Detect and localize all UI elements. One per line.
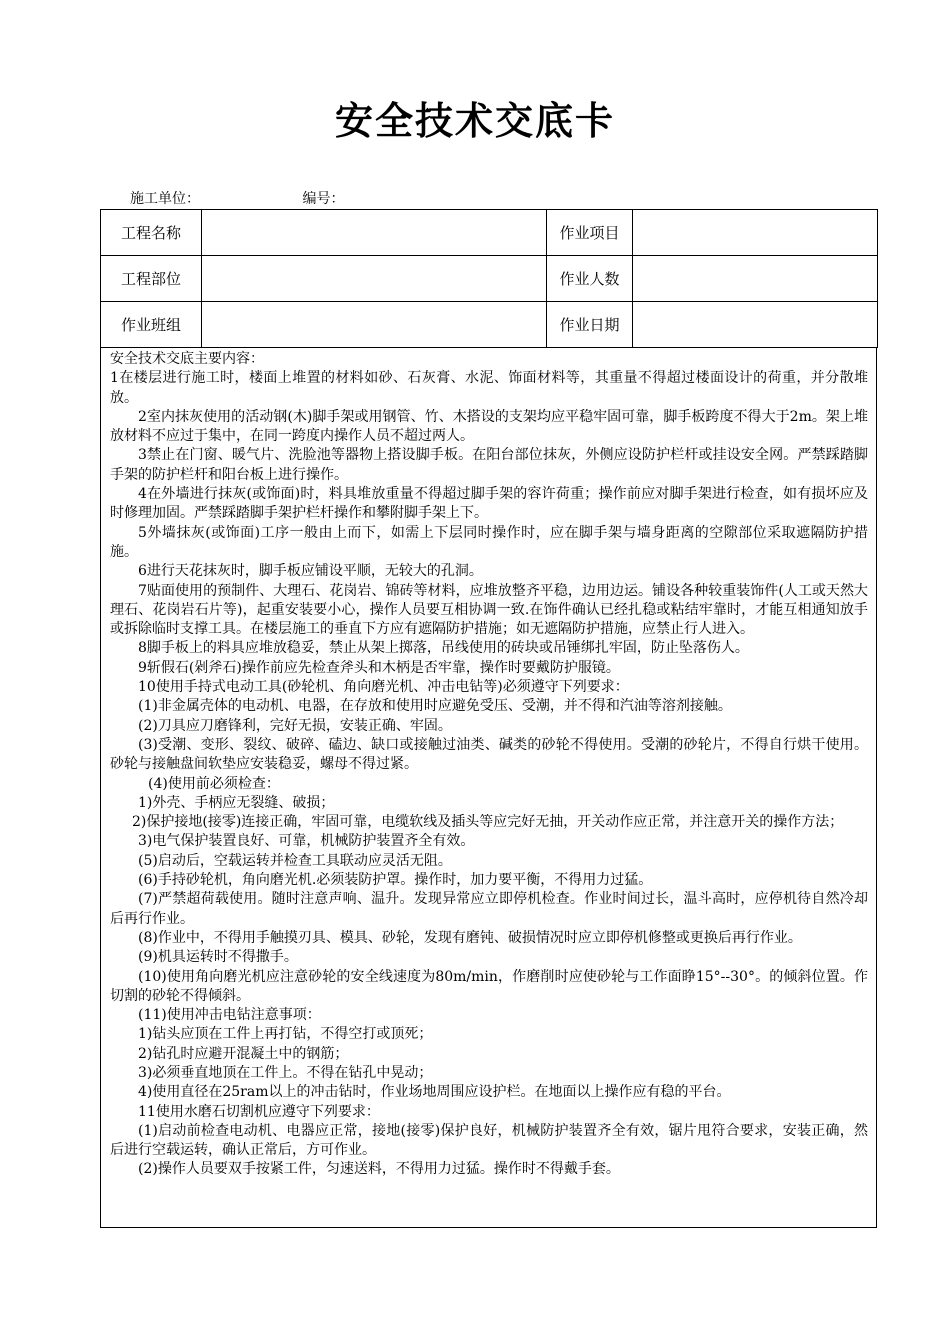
content-paragraph: 3禁止在门窗、暖气片、洗脸池等器物上搭设脚手板。在阳台部位抹灰，外侧应设防护栏杆或挂设安全网。严禁踩踏脚手架的防护栏杆和阳台板上进行操作。 bbox=[110, 447, 868, 483]
content-paragraph: 3)电气保护装置良好、可靠，机械防护装置齐全有效。 bbox=[138, 833, 475, 850]
work-item-label: 作业项目 bbox=[547, 210, 633, 256]
content-paragraph: (2)刀具应刀磨锋利，完好无损，安装正确、牢固。 bbox=[138, 717, 452, 734]
construction-unit-label: 施工单位： bbox=[130, 191, 200, 207]
work-team-value[interactable] bbox=[202, 302, 547, 348]
content-paragraph: 2室内抹灰使用的活动钢(木)脚手架或用钢管、竹、木搭设的支架均应平稳牢固可靠，脚手板跨度不得大于2m。架上堆放材料不应过于集中，在同一跨度内操作人员不超过两人。 bbox=[110, 408, 868, 445]
work-team-label: 作业班组 bbox=[101, 302, 202, 348]
content-paragraph: 1在楼层进行施工时，楼面上堆置的材料如砂、石灰膏、水泥、饰面材料等，其重量不得超过楼面设计的荷重，并分散堆放。 bbox=[110, 370, 868, 406]
header-meta bbox=[130, 188, 344, 208]
content-paragraph: 4)使用直径在25ram以上的冲击钻时，作业场地周围应设护栏。在地面以上操作应有稳的平台。 bbox=[138, 1084, 731, 1101]
content-paragraph: 3)必须垂直地顶在工件上。不得在钻孔中晃动； bbox=[138, 1064, 433, 1081]
worker-count-label: 作业人数 bbox=[547, 256, 633, 302]
content-paragraph: 7贴面使用的预制件、大理石、花岗岩、锦砖等材料，应堆放整齐平稳，边用边运。铺设各种较重装饰件(人工或天然大理石、花岗岩石片等)，起重安装要小心，操作人员要互相协调一致.在饰件确认已经扎稳或粘结牢靠时，才能互相通知放手或拆除临时支撑工具。在楼层施工的垂直下方应有遮隔防护措施；如无遮隔防护措施，应禁止行人进入。 bbox=[110, 582, 868, 638]
content-paragraph: (8)作业中，不得用手触摸刃具、模具、砂轮，发现有磨钝、破损情况时应立即停机修整或更换后再行作业。 bbox=[138, 929, 802, 946]
content-paragraph: (1)非金属壳体的电动机、电器，在存放和使用时应避免受压、受潮，并不得和汽油等溶剂接触。 bbox=[138, 698, 732, 715]
content-paragraph: 2)保护接地(接零)连接正确，牢固可靠，电缆软线及插头等应完好无抽，开关动作应正常，并注意开关的操作方法； bbox=[132, 814, 844, 831]
content-paragraph: 6进行天花抹灰时，脚手板应铺设平顺，无较大的孔洞。 bbox=[138, 563, 483, 580]
project-name-label: 工程名称 bbox=[101, 210, 202, 256]
project-location-value[interactable] bbox=[202, 256, 547, 302]
table-row bbox=[101, 256, 878, 302]
project-info-table bbox=[100, 209, 878, 348]
content-paragraph: (4)使用前必须检查： bbox=[148, 775, 280, 792]
content-paragraph: (6)手持砂轮机，角向磨光机.必须装防护罩。操作时，加力要平衡，不得用力过猛。 bbox=[138, 872, 653, 889]
content-paragraph: 11使用水磨石切割机应遵守下列要求： bbox=[138, 1103, 380, 1120]
content-paragraph: 9斩假石(剁斧石)操作前应先检查斧头和木柄是否牢靠，操作时要戴防护服镜。 bbox=[138, 659, 620, 676]
content-paragraph: (3)受潮、变形、裂纹、破碎、磕边、缺口或接触过油类、碱类的砂轮不得使用。受潮的砂轮片，不得自行烘干使用。砂轮与接触盘间软垫应安装稳妥，螺母不得过紧。 bbox=[110, 736, 868, 773]
safety-briefing-content bbox=[100, 347, 877, 1228]
document-title: 安全技术交底卡 bbox=[334, 99, 615, 143]
content-paragraph: 4在外墙进行抹灰(或饰面)时，料具堆放重量不得超过脚手架的容许荷重；操作前应对脚手架进行检查，如有损坏应及时修理加固。严禁踩踏脚手架护栏杆操作和攀附脚手架上下。 bbox=[110, 486, 868, 522]
content-paragraph: (11)使用冲击电钻注意事项： bbox=[138, 1007, 321, 1024]
document-number-label: 编号： bbox=[302, 191, 345, 207]
content-paragraph: 1)外壳、手柄应无裂缝、破损； bbox=[138, 794, 335, 811]
project-location-label: 工程部位 bbox=[101, 256, 202, 302]
content-paragraph: (7)严禁超荷载使用。随时注意声响、温升。发现异常应立即停机检查。作业时间过长，温斗高时，应停机待自然冷却后再行作业。 bbox=[110, 891, 868, 927]
content-paragraph: 5外墙抹灰(或饰面)工序一般由上而下，如需上下层同时操作时，应在脚手架与墙身距离的空隙部位采取遮隔防护措施。 bbox=[110, 524, 868, 560]
content-paragraph: 10使用手持式电动工具(砂轮机、角向磨光机、冲击电钻等)必须遵守下列要求： bbox=[138, 679, 629, 696]
content-paragraph: 8脚手板上的料具应堆放稳妥，禁止从架上掷落，吊线使用的砖块或吊锤绑扎牢固，防止坠落伤人。 bbox=[138, 640, 749, 657]
content-paragraph: (1)启动前检查电动机、电器应正常，接地(接零)保护良好，机械防护装置齐全有效，锯片甩符合要求，安装正确，然后进行空载运转，确认正常后，方可作业。 bbox=[110, 1122, 868, 1159]
content-paragraph: (9)机具运转时不得撒手。 bbox=[138, 949, 298, 966]
content-paragraph: 1)钻头应顶在工件上再打钻，不得空打或顶死； bbox=[138, 1026, 433, 1043]
content-paragraph: (10)使用角向磨光机应注意砂轮的安全线速度为80m/min，作磨削时应使砂轮与工作面睁15°--30°。的倾斜位置。作切割的砂轮不得倾斜。 bbox=[110, 968, 868, 1004]
content-paragraph: 2)钻孔时应避开混凝土中的钢筋； bbox=[138, 1045, 349, 1062]
work-date-value[interactable] bbox=[633, 302, 878, 348]
content-paragraph: (2)操作人员要双手按紧工件，匀速送料，不得用力过猛。操作时不得戴手套。 bbox=[138, 1161, 620, 1178]
worker-count-value[interactable] bbox=[633, 256, 878, 302]
work-date-label: 作业日期 bbox=[547, 302, 633, 348]
work-item-value[interactable] bbox=[633, 210, 878, 256]
project-name-value[interactable] bbox=[202, 210, 547, 256]
content-heading: 安全技术交底主要内容： bbox=[110, 351, 264, 367]
table-row bbox=[101, 302, 878, 348]
content-paragraph: (5)启动后，空载运转并检查工具联动应灵活无阻。 bbox=[138, 852, 452, 869]
table-row bbox=[101, 210, 878, 256]
